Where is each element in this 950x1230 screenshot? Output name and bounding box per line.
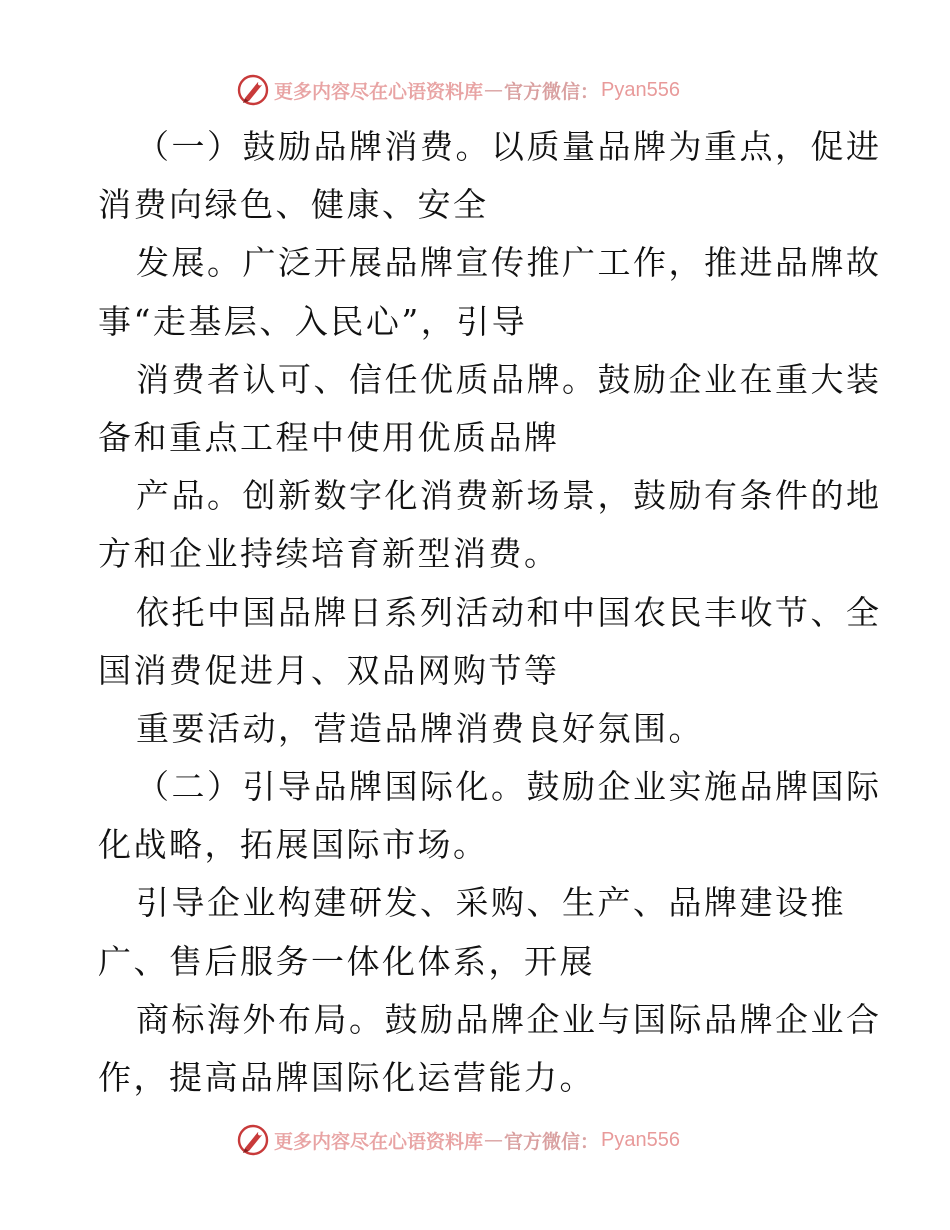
text-line: 产品。创新数字化消费新场景，鼓励有条件的地: [136, 476, 882, 516]
text-line: 消费向绿色、健康、安全: [98, 185, 489, 225]
text-line: （二）引导品牌国际化。鼓励企业实施品牌国际: [136, 767, 882, 807]
text-line: 化战略，拓展国际市场。: [98, 825, 489, 865]
text-line: 重要活动，营造品牌消费良好氛围。: [136, 708, 704, 748]
text-line: 消费者认可、信任优质品牌。鼓励企业在重大装: [136, 359, 882, 399]
watermark-separator: —: [484, 1129, 504, 1151]
watermark-official-label: 官方微信：: [504, 1130, 600, 1153]
watermark-separator: —: [484, 79, 504, 101]
text-line: 方和企业持续培育新型消费。: [98, 534, 560, 574]
text-line: 商标海外布局。鼓励品牌企业与国际品牌企业合: [136, 999, 882, 1039]
text-line: （一）鼓励品牌消费。以质量品牌为重点，促进: [136, 127, 882, 166]
watermark-account: Pyan556: [601, 78, 680, 101]
pen-circle-logo-icon: [236, 1123, 270, 1157]
watermark-footer: [236, 1122, 680, 1158]
text-line: 作，提高品牌国际化运营能力。: [98, 1058, 595, 1097]
watermark-main-text: 更多内容尽在心语资料库: [274, 80, 484, 103]
watermark-header: [236, 72, 680, 108]
watermark-main-text: 更多内容尽在心语资料库: [274, 1130, 484, 1153]
text-line: 国消费促进月、双品网购节等: [98, 650, 560, 690]
text-line: 发展。广泛开展品牌宣传推广工作，推进品牌故: [136, 243, 882, 283]
pen-circle-logo-icon: [236, 73, 270, 107]
body-text: [98, 118, 882, 1107]
text-line: 引导企业构建研发、采购、生产、品牌建设推: [136, 883, 846, 923]
watermark-account: Pyan556: [601, 1128, 680, 1151]
watermark-official-label: 官方微信：: [504, 80, 600, 103]
text-line: 依托中国品牌日系列活动和中国农民丰收节、全: [136, 592, 882, 632]
text-line: 备和重点工程中使用优质品牌: [98, 417, 560, 457]
text-line: 事“走基层、入民心”，引导: [98, 301, 528, 341]
text-line: 广、售后服务一体化体系，开展: [98, 941, 595, 981]
